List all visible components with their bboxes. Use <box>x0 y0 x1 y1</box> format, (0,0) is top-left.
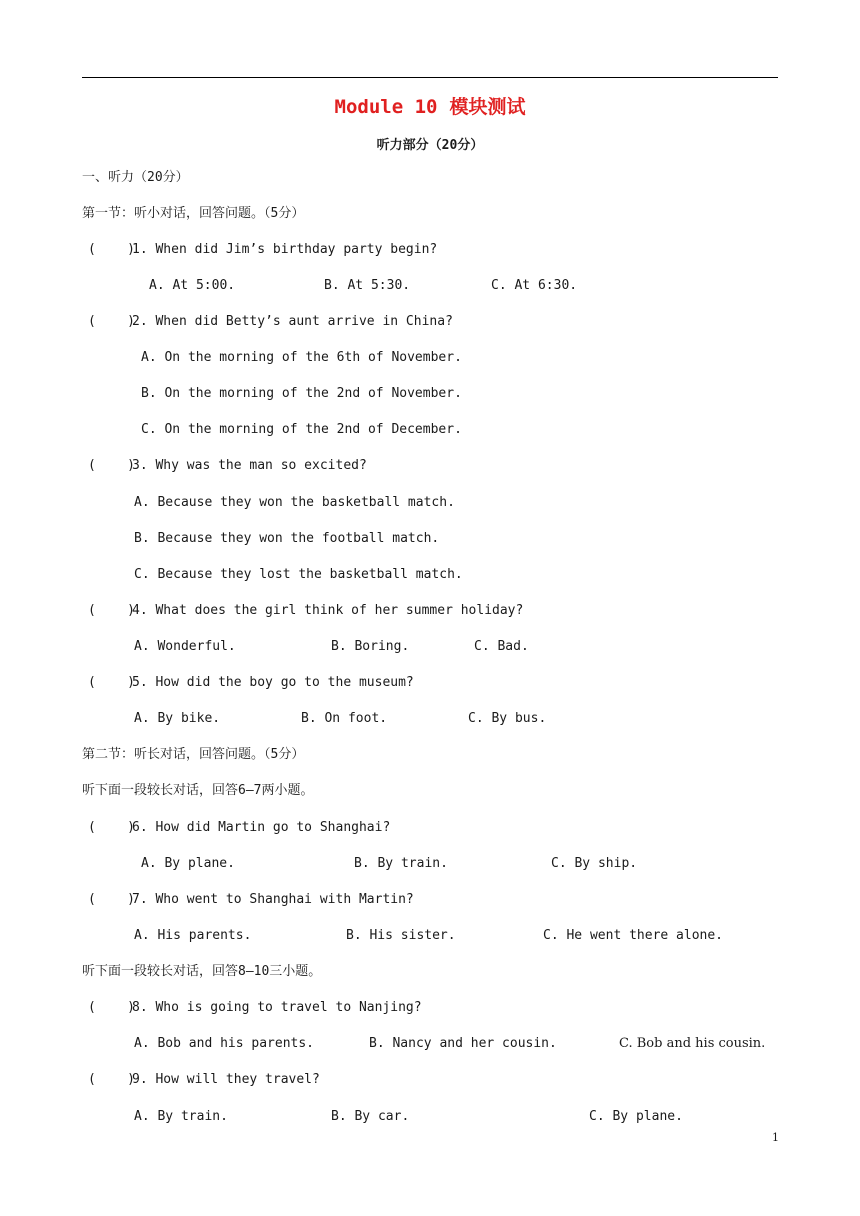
page-number: 1 <box>772 1131 779 1144</box>
option-3a: A. Because they won the basketball match. <box>134 495 455 510</box>
option-5c: C. By bus. <box>468 711 547 726</box>
question-2: ( )2. When did Betty’s aunt arrive in China? <box>88 314 453 329</box>
option-3c: C. Because they lost the basketball match. <box>134 567 463 582</box>
question-1: ( )1. When did Jim’s birthday party begin? <box>88 242 438 257</box>
option-6b: B. By train. <box>354 856 448 871</box>
option-4a: A. Wonderful. <box>134 639 236 654</box>
option-1a: A. At 5:00. <box>149 278 236 293</box>
option-9c: C. By plane. <box>589 1109 683 1124</box>
question-4: ( )4. What does the girl think of her summer holiday? <box>88 603 524 618</box>
option-2b: B. On the morning of the 2nd of November. <box>141 386 462 401</box>
question-8: ( )8. Who is going to travel to Nanjing? <box>88 1000 422 1015</box>
question-9: ( )9. How will they travel? <box>88 1072 320 1087</box>
option-5b: B. On foot. <box>301 711 388 726</box>
option-8c: C. Bob and his cousin. <box>619 1036 766 1051</box>
option-7a: A. His parents. <box>134 928 252 943</box>
answer-blank: ( ) <box>88 242 135 257</box>
option-2c: C. On the morning of the 2nd of December. <box>141 422 462 437</box>
question-6: ( )6. How did Martin go to Shanghai? <box>88 820 391 835</box>
question-3: ( )3. Why was the man so excited? <box>88 458 367 473</box>
question-7: ( )7. Who went to Shanghai with Martin? <box>88 892 414 907</box>
option-9a: A. By train. <box>134 1109 228 1124</box>
header-rule <box>82 77 778 78</box>
option-8b: B. Nancy and her cousin. <box>369 1036 557 1051</box>
title-zh: 模块测试 <box>449 96 526 118</box>
option-2a: A. On the morning of the 6th of November. <box>141 350 462 365</box>
part2-heading: 第二节：听长对话，回答问题。（5分） <box>82 747 305 762</box>
option-7b: B. His sister. <box>346 928 456 943</box>
option-4b: B. Boring. <box>331 639 410 654</box>
part2-intro-2: 听下面一段较长对话，回答8—10三小题。 <box>82 964 322 979</box>
option-1c: C. At 6:30. <box>491 278 578 293</box>
part1-heading: 第一节：听小对话，回答问题。（5分） <box>82 206 305 221</box>
option-6c: C. By ship. <box>551 856 638 871</box>
option-4c: C. Bad. <box>474 639 529 654</box>
part2-intro-1: 听下面一段较长对话，回答6—7两小题。 <box>82 783 314 798</box>
page-subtitle: 听力部分（20分） <box>376 138 484 153</box>
option-3b: B. Because they won the football match. <box>134 531 440 546</box>
option-8a: A. Bob and his parents. <box>134 1036 315 1051</box>
option-1b: B. At 5:30. <box>324 278 411 293</box>
option-9b: B. By car. <box>331 1109 410 1124</box>
option-6a: A. By plane. <box>141 856 235 871</box>
option-7c: C. He went there alone. <box>543 928 724 943</box>
page-title <box>0 92 860 119</box>
section-heading: 一、听力（20分） <box>82 170 189 185</box>
title-en: Module 10 <box>334 96 438 118</box>
option-5a: A. By bike. <box>134 711 221 726</box>
question-5: ( )5. How did the boy go to the museum? <box>88 675 414 690</box>
